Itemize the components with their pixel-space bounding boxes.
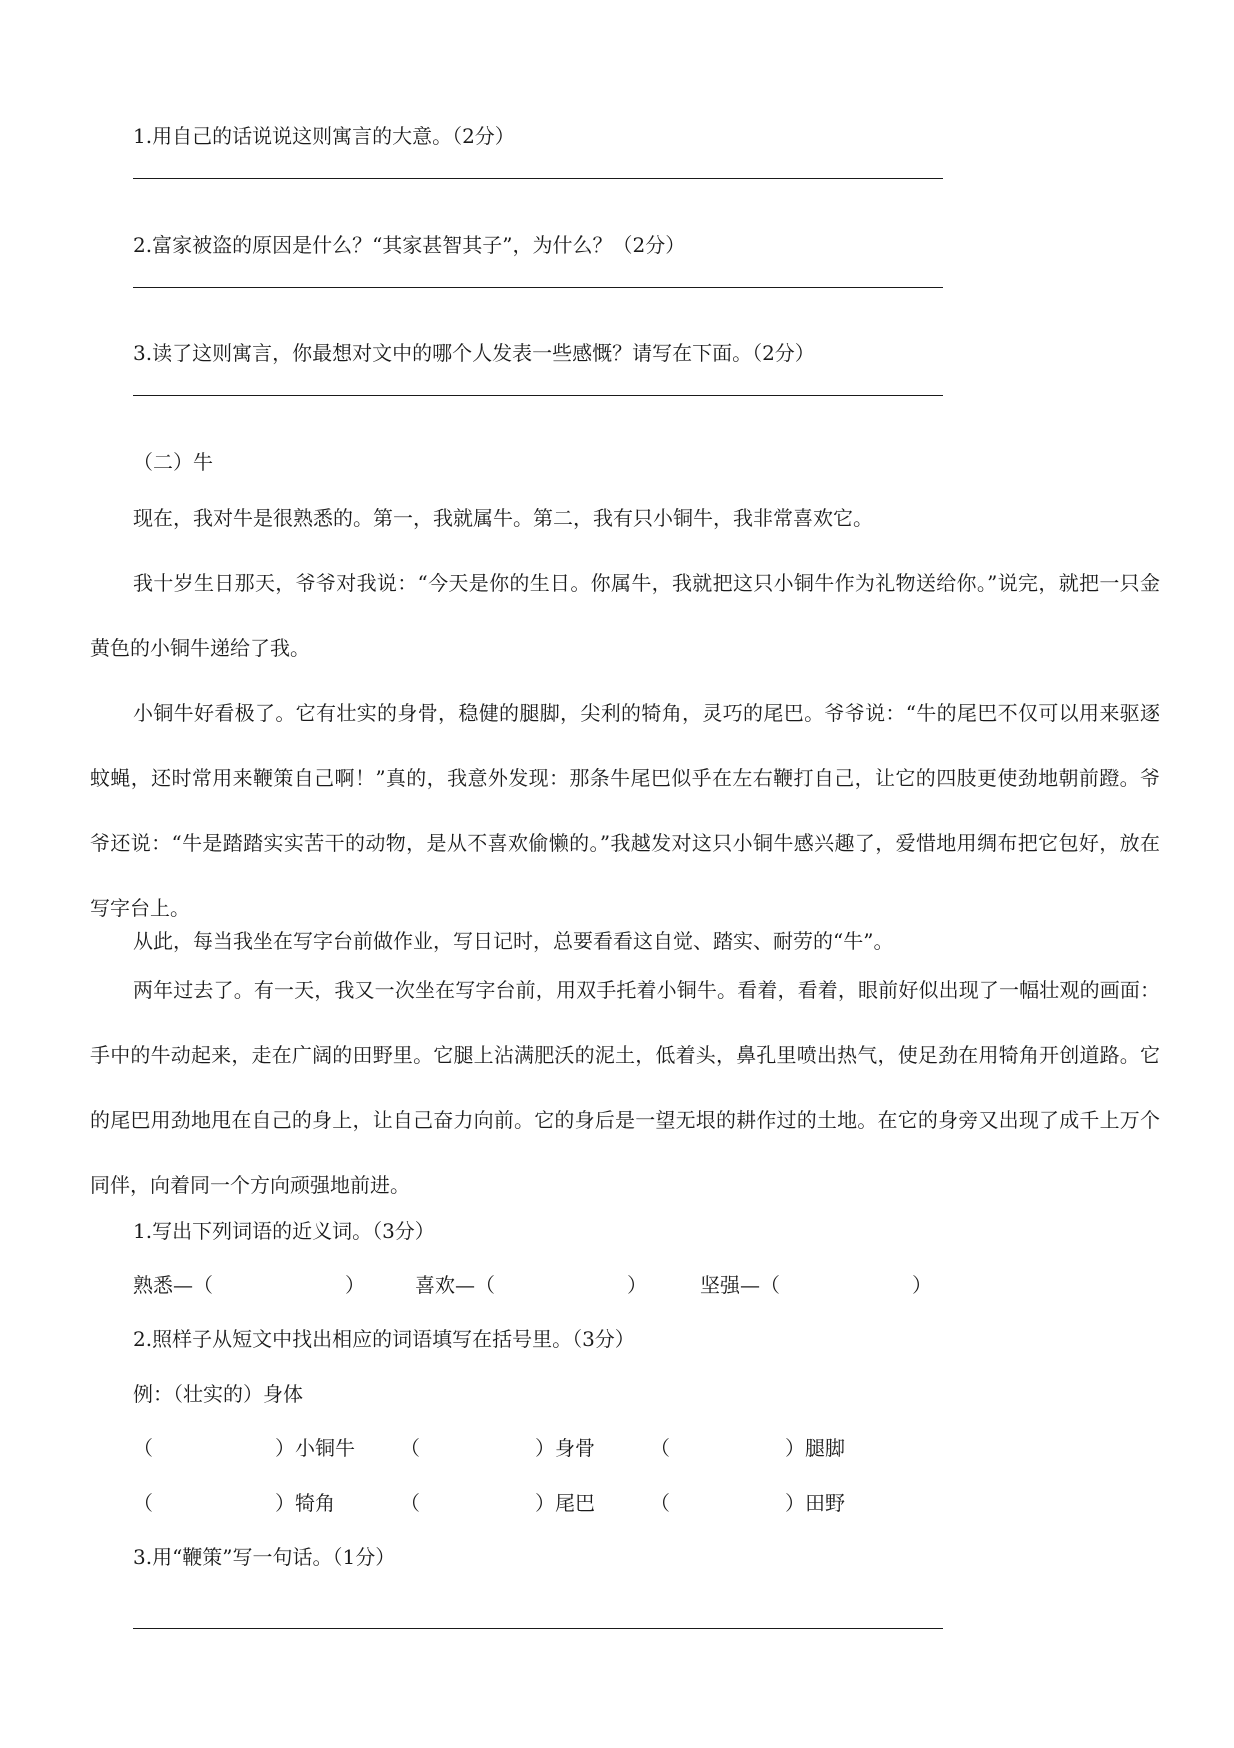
passage-paragraph: 现在，我对牛是很熟悉的。第一，我就属牛。第二，我有只小铜牛，我非常喜欢它。 — [133, 506, 873, 530]
bracket-open: （ — [133, 1491, 153, 1515]
answer-line-3[interactable] — [133, 395, 943, 396]
answer-line-2[interactable] — [133, 287, 943, 288]
passage-paragraph: 我十岁生日那天，爷爷对我说：“今天是你的生日。你属牛，我就把这只小铜牛作为礼物送给你。”说完，就把一只金黄色的小铜牛递给了我。 — [90, 571, 1160, 660]
bracket-open: （ — [400, 1436, 420, 1460]
synonym-word-3: 坚强—（ — [700, 1273, 780, 1297]
bracket-open: （ — [650, 1491, 670, 1515]
bracket-open: （ — [133, 1436, 153, 1460]
fill-target: ）田野 — [785, 1491, 845, 1515]
passage-paragraph: 从此，每当我坐在写字台前做作业，写日记时，总要看看这自觉、踏实、耐劳的“牛”。 — [133, 929, 894, 953]
example-line: 例：（壮实的）身体 — [133, 1382, 303, 1406]
exercise-question-1: 1.写出下列词语的近义词。（3分） — [133, 1219, 435, 1243]
fill-target: ）犄角 — [275, 1491, 335, 1515]
section-heading: （二）牛 — [133, 450, 213, 474]
answer-line-4[interactable] — [133, 1628, 943, 1629]
fill-target: ）腿脚 — [785, 1436, 845, 1460]
question-1: 1.用自己的话说说这则寓言的大意。（2分） — [133, 124, 515, 148]
synonym-bracket-close: ） — [912, 1273, 932, 1297]
bracket-open: （ — [650, 1436, 670, 1460]
synonym-word-1: 熟悉—（ — [133, 1273, 213, 1297]
fill-target: ）身骨 — [535, 1436, 595, 1460]
answer-line-1[interactable] — [133, 178, 943, 179]
question-2: 2.富家被盗的原因是什么？“其家甚智其子”，为什么？（2分） — [133, 233, 686, 257]
question-3: 3.读了这则寓言，你最想对文中的哪个人发表一些感慨？请写在下面。（2分） — [133, 341, 815, 365]
synonym-word-2: 喜欢—（ — [415, 1273, 495, 1297]
fill-target: ）小铜牛 — [275, 1436, 355, 1460]
exercise-question-3: 3.用“鞭策”写一句话。（1分） — [133, 1545, 396, 1569]
fill-target: ）尾巴 — [535, 1491, 595, 1515]
exercise-question-2: 2.照样子从短文中找出相应的词语填写在括号里。（3分） — [133, 1327, 635, 1351]
bracket-open: （ — [400, 1491, 420, 1515]
synonym-bracket-close: ） — [627, 1273, 647, 1297]
passage-paragraph: 小铜牛好看极了。它有壮实的身骨，稳健的腿脚，尖利的犄角，灵巧的尾巴。爷爷说：“牛的尾巴不仅可以用来驱逐蚊蝇，还时常用来鞭策自己啊！”真的，我意外发现：那条牛尾巴似乎在左右鞭打自己，让它的四肢更使劲地朝前蹬。爷爷还说：“牛是踏踏实实苦干的动物，是从不喜欢偷懒的。”我越发对这只小铜牛感兴趣了，爱惜地用绸布把它包好，放在写字台上。 — [90, 701, 1160, 920]
synonym-bracket-close: ） — [345, 1273, 365, 1297]
passage-paragraph: 两年过去了。有一天，我又一次坐在写字台前，用双手托着小铜牛。看着，看着，眼前好似出现了一幅壮观的画面：手中的牛动起来，走在广阔的田野里。它腿上沾满肥沃的泥土，低着头，鼻孔里喷出热气，使足劲在用犄角开创道路。它的尾巴用劲地甩在自己的身上，让自己奋力向前。它的身后是一望无垠的耕作过的土地。在它的身旁又出现了成千上万个同伴，向着同一个方向顽强地前进。 — [90, 978, 1160, 1197]
